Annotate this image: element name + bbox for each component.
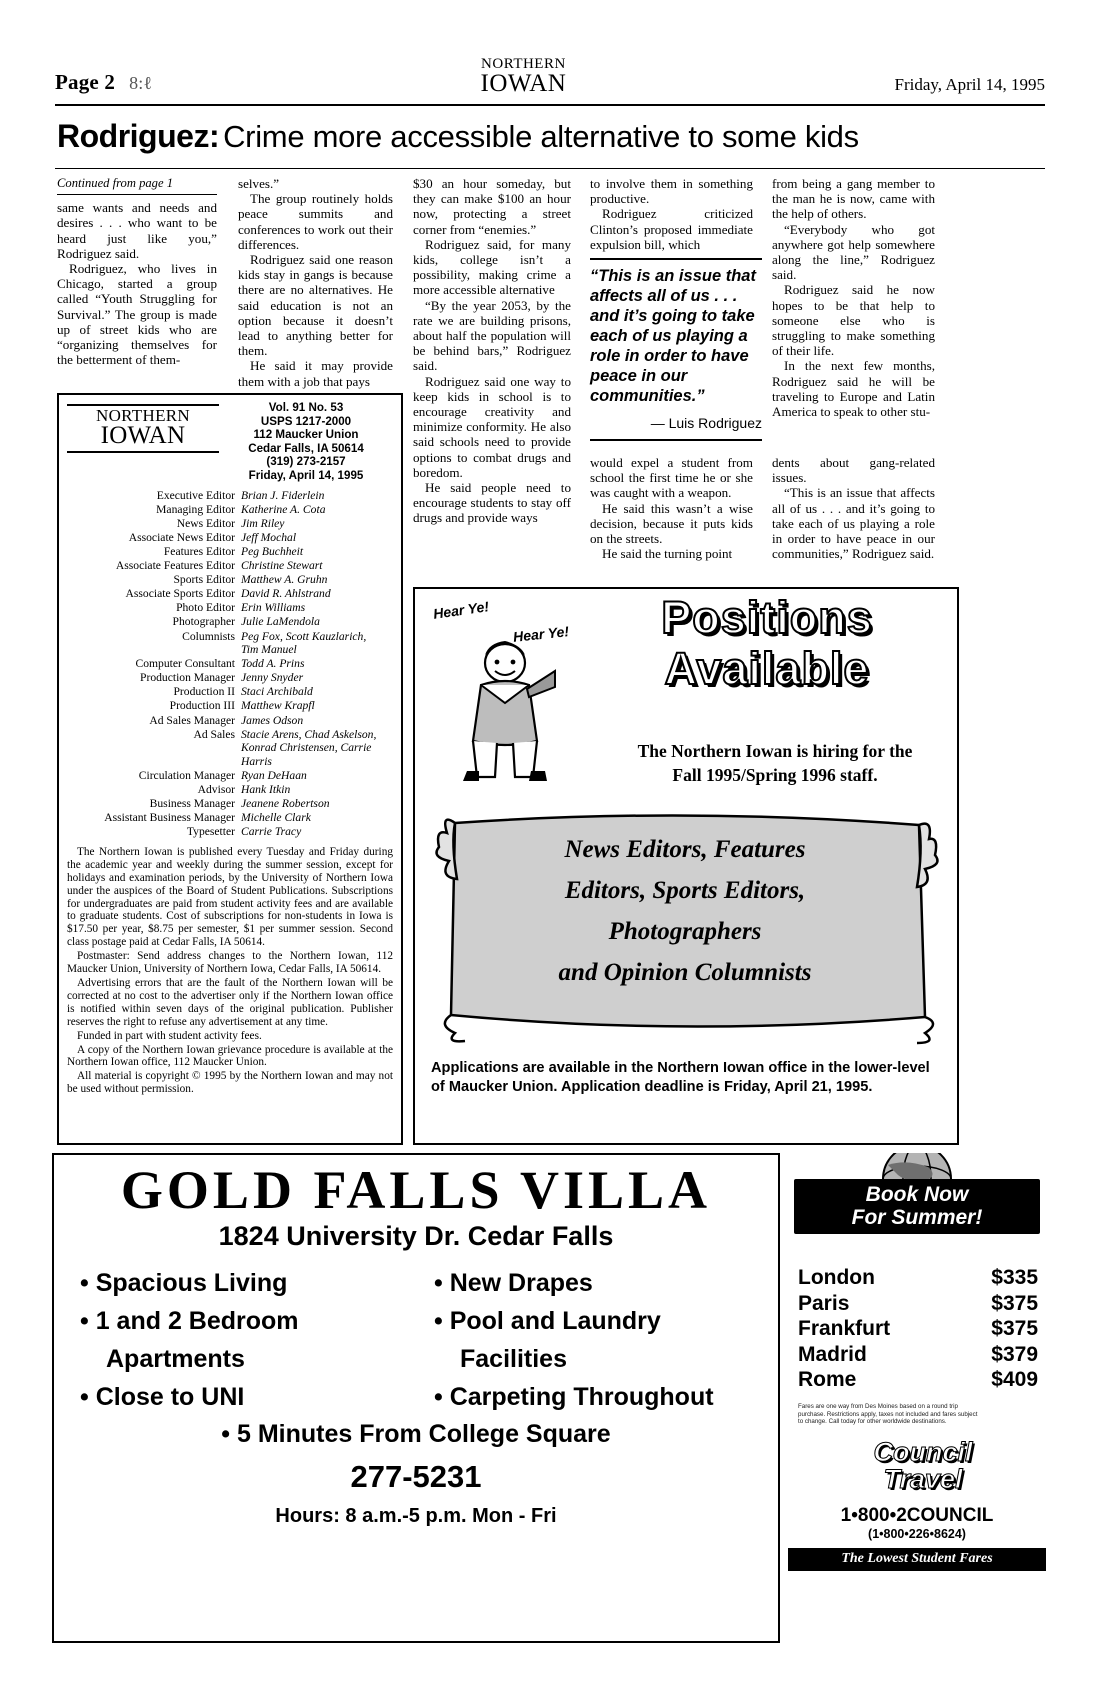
pull-quote-text: “This is an issue that affects all of us . . . and it’s going to take each of us playing a role in order to have peace in our communities.”: [590, 267, 756, 405]
gfv-feature: Facilities: [460, 1345, 567, 1373]
staff-box-nameplate: [67, 404, 219, 453]
gfv-hours: Hours: 8 a.m.-5 p.m. Mon - Fri: [275, 1505, 557, 1527]
staff-name: Carrie Tracy: [241, 825, 302, 839]
staff-role: Production II: [173, 685, 235, 699]
staff-name: Staci Archibald: [241, 685, 313, 699]
staff-name: Hank Itkin: [241, 783, 291, 797]
publication-info-line: Friday, April 14, 1995: [248, 468, 364, 482]
paragraph: He said the turning point: [602, 546, 733, 562]
pull-quote: [590, 258, 762, 441]
ad-subtitle-line2: Fall 1995/Spring 1996 staff.: [672, 765, 878, 785]
scroll-illustration: [425, 803, 945, 1048]
publication-info-line: 112 Maucker Union: [253, 428, 359, 442]
fare-price: $375: [991, 1317, 1038, 1340]
staff-name: [241, 728, 393, 769]
gfv-feature: • Close to UNI: [80, 1383, 245, 1411]
paragraph: He said this wasn’t a wise decision, because it puts kids on the streets.: [590, 500, 753, 547]
staff-box: [57, 393, 403, 1145]
article-column-5: [772, 176, 935, 419]
fare-price: $335: [991, 1266, 1038, 1289]
column-divider: [57, 194, 217, 195]
scroll-line: News Editors, Features: [564, 836, 806, 863]
paragraph: would expel a student from school the first time he or she was caught with a weapon.: [590, 455, 753, 501]
ad-title-line2: Available: [664, 643, 870, 694]
fare-fine-print: Fares are one way from Des Moines based on a round trip purchase. Restrictions apply, taxes not included and fares subject to change. Call today for other worldwide destinations.: [798, 1403, 978, 1426]
staff-role: Production Manager: [140, 671, 235, 685]
staff-role: Computer Consultant: [135, 657, 235, 671]
staff-role: Features Editor: [163, 544, 235, 558]
ad-title-block: [583, 593, 951, 695]
paragraph: Rodriguez said one reason kids stay in gangs is because there are no alternatives. He said education is not an option because it doesn’t lead to anything better for them.: [238, 252, 393, 359]
headline-text: Crime more accessible alternative to some kids: [223, 119, 859, 154]
paragraph: Rodriguez said he now hopes to be that help to someone else who is struggling to make something of their life.: [772, 282, 935, 359]
staff-nameplate-line2: IOWAN: [100, 422, 186, 450]
staff-role: Photographer: [172, 615, 235, 629]
staff-role: News Editor: [176, 516, 235, 530]
staff-name-line: Konrad Christensen, Carrie Harris: [241, 741, 372, 768]
paper-nameplate: [481, 58, 567, 95]
staff-row: [67, 811, 393, 825]
gfv-feature-column-right: [424, 1264, 778, 1416]
paragraph: Rodriguez criticized Clinton’s proposed immediate expulsion bill, which: [590, 206, 753, 252]
staff-row: [67, 699, 393, 713]
ad-footer-text: Applications are available in the Northern Iowan office in the lower-level of Maucker Union. Application deadline is Friday, April 21, 1995.: [431, 1060, 930, 1095]
council-travel-logo: [838, 1439, 1008, 1493]
handwritten-mark: 8:ℓ: [129, 72, 153, 93]
staff-row: [67, 714, 393, 728]
fare-price: $379: [991, 1342, 1038, 1366]
staff-role: Associate Sports Editor: [125, 587, 235, 601]
staff-row: [67, 615, 393, 629]
staff-role: Assistant Business Manager: [104, 811, 235, 825]
staff-name: Peg Buchheit: [241, 544, 304, 558]
fare-city: Frankfurt: [798, 1317, 891, 1340]
staff-name: Jeanene Robertson: [241, 797, 330, 811]
council-phone-main: 1•800•2COUNCIL: [840, 1505, 994, 1526]
staff-row: [67, 531, 393, 545]
staff-row: [67, 728, 393, 769]
paragraph: “By the year 2053, by the rate we are building prisons, about half the population will be behind bars,” Rodriguez said.: [413, 297, 571, 374]
article-column-2: [238, 176, 393, 389]
article-column-4: [590, 176, 753, 252]
publication-info-line: Cedar Falls, IA 50614: [248, 441, 364, 455]
staff-row: [67, 797, 393, 811]
paragraph: $30 an hour someday, but they can make $100 an hour now, protecting a street corner from “enemies.”: [413, 176, 571, 237]
council-logo-line2: Travel: [883, 1464, 963, 1494]
hear-ye-bubble-1: Hear Ye!: [432, 598, 490, 622]
paragraph: dents about gang-related issues.: [772, 455, 935, 486]
book-now-banner: [794, 1179, 1040, 1234]
staff-role: Photo Editor: [176, 601, 235, 615]
article-headline: [57, 118, 1047, 155]
fare-city: Rome: [798, 1368, 857, 1391]
ad-top-section: [415, 589, 957, 799]
staff-role: Business Manager: [149, 797, 235, 811]
masthead-rule: [55, 104, 1045, 106]
gfv-feature: • New Drapes: [434, 1269, 593, 1297]
publication-info-line: (319) 273-2157: [266, 455, 346, 469]
gfv-address: 1824 University Dr. Cedar Falls: [218, 1221, 614, 1251]
staff-name-line: Tim Manuel: [241, 643, 297, 657]
page-number: [55, 70, 152, 95]
headline-kicker: Rodriguez:: [57, 118, 220, 154]
book-now-line2: For Summer!: [851, 1206, 983, 1229]
staff-legal-text: [67, 846, 393, 1096]
staff-row: [67, 601, 393, 615]
staff-name: Todd A. Prins: [241, 657, 305, 671]
fare-city: London: [798, 1266, 875, 1289]
gfv-feature: • Carpeting Throughout: [434, 1383, 714, 1411]
scroll-line: and Opinion Columnists: [558, 959, 812, 986]
staff-name: Matthew A. Gruhn: [241, 573, 328, 587]
gold-falls-villa-ad: [52, 1153, 780, 1643]
publication-info: [219, 401, 393, 483]
council-phone-alt: (1•800•226•8624): [868, 1527, 966, 1541]
staff-row: [67, 657, 393, 671]
staff-name: Jenny Snyder: [241, 671, 304, 685]
legal-paragraph: Funded in part with student activity fees.: [77, 1029, 262, 1042]
staff-name: Matthew Krapfl: [241, 699, 315, 713]
gfv-feature: • Spacious Living: [80, 1269, 288, 1297]
continued-from: Continued from page 1: [57, 176, 174, 190]
article-column-5-lower: [772, 455, 935, 561]
ad-subtitle: [605, 739, 945, 787]
hear-ye-illustration: [427, 597, 577, 787]
staff-row: [67, 587, 393, 601]
council-travel-ad: [788, 1153, 1046, 1566]
fare-row: [798, 1265, 1038, 1291]
staff-list: [67, 489, 393, 839]
staff-role: Typesetter: [186, 825, 235, 839]
gfv-feature: • 1 and 2 Bedroom: [80, 1307, 299, 1335]
scroll-text: [425, 829, 945, 993]
headline-rule: [55, 168, 1045, 169]
gfv-feature-column-left: [54, 1264, 424, 1416]
council-tagline: The Lowest Student Fares: [788, 1548, 1046, 1571]
staff-role: Associate News Editor: [128, 530, 235, 544]
paragraph: from being a gang member to the man he is now, came with the help of others.: [772, 176, 935, 222]
staff-name: Brian J. Fiderlein: [241, 488, 325, 502]
positions-available-ad: [413, 587, 959, 1145]
legal-paragraph: Postmaster: Send address changes to the Northern Iowan, 112 Maucker Union, University of Northern Iowa, Cedar Falls, IA 50614.: [67, 950, 393, 976]
gfv-feature-columns: [54, 1264, 778, 1416]
staff-name: [241, 630, 393, 657]
staff-name-line: Stacie Arens, Chad Askelson,: [241, 727, 377, 741]
staff-role: Production III: [169, 699, 235, 713]
staff-row: [67, 503, 393, 517]
paragraph: Rodriguez, who lives in Chicago, started a group called “Youth Struggling for Survival.” The group is made up of street kids who are “organizing themselves for the betterment of them-: [57, 261, 217, 368]
legal-paragraph: The Northern Iowan is published every Tuesday and Friday during the academic year and weekly during the summer session, except for holidays and examination periods, by the University of Northern Iowa under the auspices of the Board of Student Publications. Subscriptions for undergraduates are paid from student activity fees and are available to graduate students. Cost of subscriptions for non-students in Iowa is $17.50 per year, $8.75 per semester, $1 per summer session. Second class postage paid at Cedar Falls, IA 50614.: [67, 845, 393, 949]
fare-row: [798, 1367, 1038, 1393]
hear-ye-bubble-2: Hear Ye!: [512, 623, 570, 645]
fare-city: Paris: [798, 1291, 850, 1315]
staff-box-header: [67, 401, 393, 483]
paragraph: to involve them in something productive.: [590, 176, 753, 207]
paragraph: The group routinely holds peace summits and conferences to work out their differences.: [238, 191, 393, 252]
paragraph: selves.”: [238, 176, 280, 191]
fare-row: [798, 1291, 1038, 1317]
staff-row: [67, 825, 393, 839]
nameplate-line1: NORTHERN: [481, 56, 566, 72]
legal-paragraph: A copy of the Northern Iowan grievance procedure is available at the Northern Iowan office, 112 Maucker Union.: [67, 1043, 393, 1069]
town-crier-icon: [451, 631, 559, 781]
staff-role: Circulation Manager: [138, 768, 235, 782]
publication-info-line: USPS 1217-2000: [260, 414, 352, 428]
staff-name: Christine Stewart: [241, 559, 323, 573]
staff-name: Katherine A. Cota: [241, 502, 326, 516]
staff-role: Ad Sales: [193, 727, 235, 741]
legal-paragraph: Advertising errors that are the fault of the Northern Iowan will be corrected at no cost to the advertiser only if the Northern Iowan office is notified within seven days of the original publication. Publisher reserves the right to refuse any advertisement at any time.: [67, 976, 393, 1028]
gfv-phone: 277-5231: [350, 1459, 482, 1494]
staff-row: [67, 685, 393, 699]
article-column-3: [413, 176, 571, 526]
paragraph: same wants and needs and desires . . . who want to be heard just like you,” Rodriguez said.: [57, 200, 217, 261]
staff-row: [67, 630, 393, 657]
issue-date: Friday, April 14, 1995: [894, 74, 1045, 94]
paragraph: “This is an issue that affects all of us . . . and it’s going to take each of us playing a role in order to have peace in our communities,” Rodriguez said.: [772, 485, 935, 562]
staff-name: Ryan DeHaan: [241, 768, 307, 782]
staff-role: Executive Editor: [156, 488, 235, 502]
fare-row: [798, 1316, 1038, 1342]
article-column-1: [57, 176, 217, 367]
fare-row: [798, 1342, 1038, 1368]
staff-row: [67, 489, 393, 503]
paragraph: In the next few months, Rodriguez said he will be traveling to Europe and Latin America to speak to other stu-: [772, 358, 935, 420]
fare-list: [798, 1265, 1038, 1393]
staff-row: [67, 545, 393, 559]
staff-role: Advisor: [197, 783, 235, 797]
staff-name: James Odson: [241, 713, 304, 727]
fare-city: Madrid: [798, 1342, 867, 1366]
council-phone: [788, 1505, 1046, 1541]
staff-row: [67, 769, 393, 783]
council-logo-line1: Council: [873, 1437, 973, 1467]
staff-name: Erin Williams: [241, 601, 306, 615]
staff-row: [67, 517, 393, 531]
fare-price: $375: [991, 1291, 1038, 1315]
nameplate-line2: IOWAN: [480, 69, 567, 97]
pull-quote-attribution: — Luis Rodriguez: [650, 415, 762, 431]
staff-role: Sports Editor: [173, 573, 235, 587]
staff-name: David R. Ahlstrand: [241, 587, 331, 601]
gfv-center-feature: • 5 Minutes From College Square: [221, 1420, 611, 1448]
paragraph: Rodriguez said, for many kids, college isn’t a possibility, making crime a more accessible alternative: [413, 236, 571, 298]
paragraph: He said it may provide them with a job that pays: [238, 358, 393, 389]
staff-role: Managing Editor: [156, 502, 235, 516]
article-column-4-lower: [590, 455, 753, 561]
staff-name: Jeff Mochal: [241, 530, 297, 544]
gfv-feature: • Pool and Laundry: [434, 1307, 661, 1335]
page-number-label: Page 2: [55, 69, 116, 94]
staff-name: Michelle Clark: [241, 811, 311, 825]
staff-nameplate-line1: NORTHERN: [96, 406, 190, 425]
page-masthead: [55, 58, 1045, 95]
publication-info-line: Vol. 91 No. 53: [268, 401, 344, 414]
ad-subtitle-line1: The Northern Iowan is hiring for the: [637, 741, 913, 761]
ad-title-line1: Positions: [661, 592, 873, 643]
staff-row: [67, 559, 393, 573]
staff-row: [67, 573, 393, 587]
paragraph: He said people need to encourage students to stay off drugs and provide ways: [413, 480, 571, 526]
staff-role: Ad Sales Manager: [149, 713, 235, 727]
staff-role: Columnists: [182, 629, 235, 643]
staff-row: [67, 671, 393, 685]
scroll-line: Editors, Sports Editors,: [564, 877, 806, 904]
staff-role: Associate Features Editor: [115, 559, 235, 573]
scroll-line: Photographers: [608, 918, 762, 945]
legal-paragraph: All material is copyright © 1995 by the Northern Iowan and may not be used without permission.: [67, 1070, 393, 1096]
gfv-feature: Apartments: [106, 1345, 245, 1373]
staff-name-line: Peg Fox, Scott Kauzlarich,: [241, 629, 367, 643]
paragraph: Rodriguez said one way to keep kids in school is to encourage creativity and minimize conformity. He also said schools need to provide options to combat drugs and boredom.: [413, 373, 571, 480]
fare-price: $409: [991, 1368, 1038, 1391]
staff-name: Julie LaMendola: [241, 615, 320, 629]
staff-row: [67, 783, 393, 797]
paragraph: “Everybody who got anywhere got help somewhere along the line,” Rodriguez said.: [772, 221, 935, 283]
staff-name: Jim Riley: [241, 516, 285, 530]
gfv-title: GOLD FALLS VILLA: [120, 1160, 712, 1220]
book-now-line1: Book Now: [865, 1183, 969, 1206]
